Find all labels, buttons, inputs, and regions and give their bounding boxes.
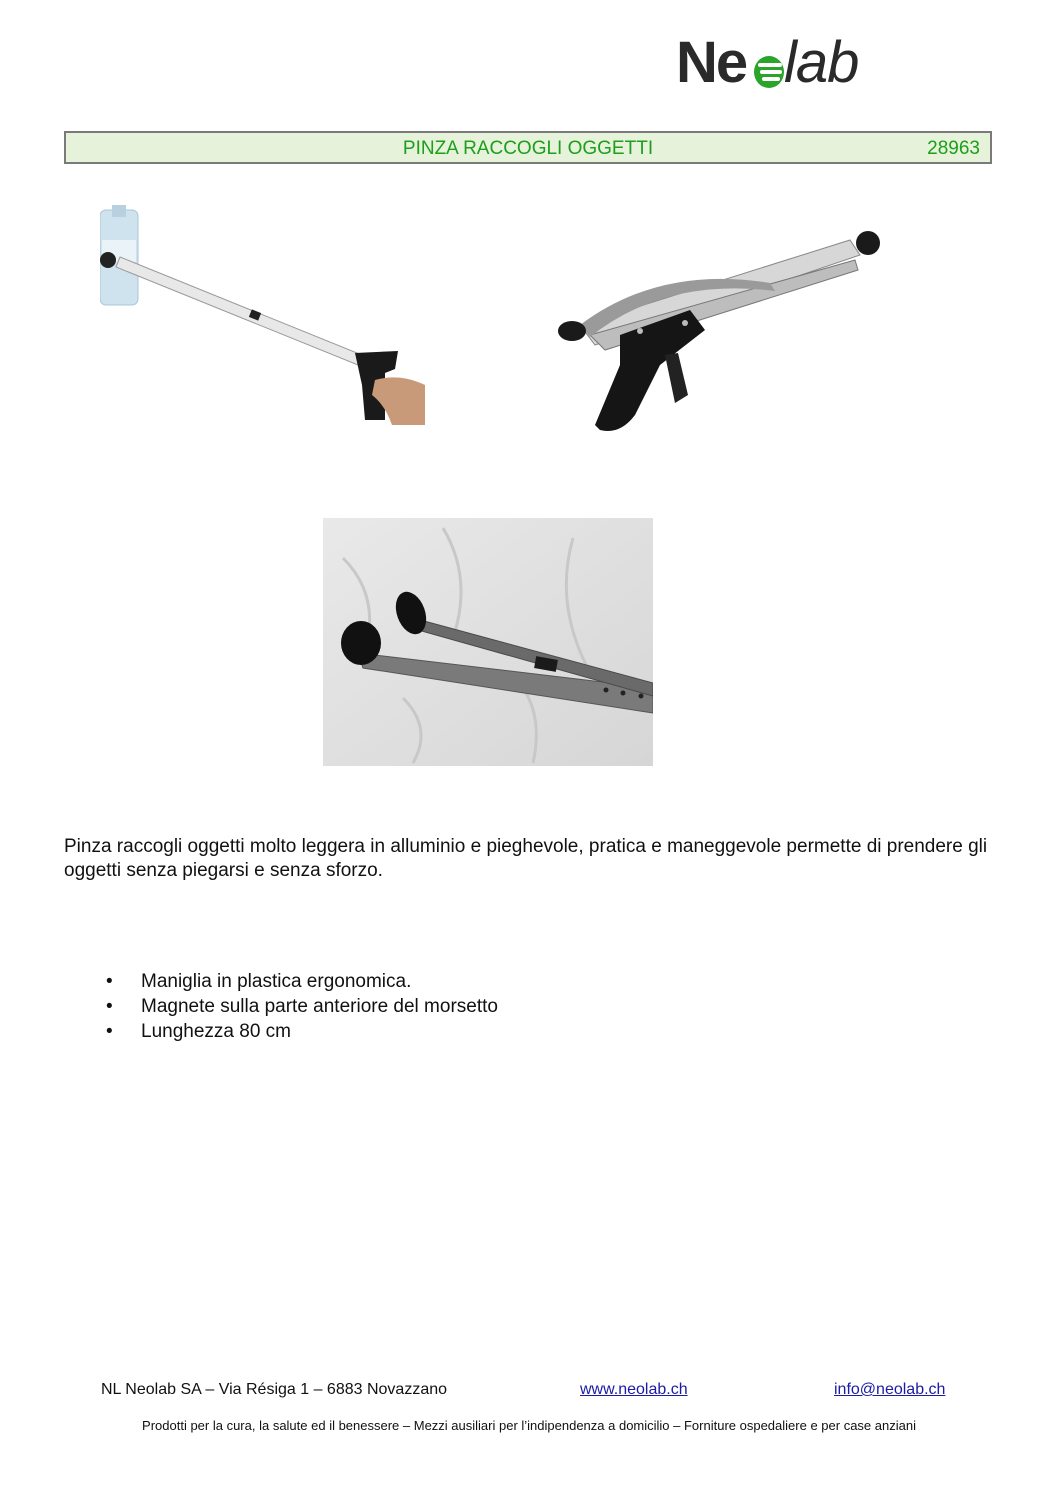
feature-list — [106, 969, 498, 1044]
product-title-bar — [64, 131, 992, 164]
bullet-icon: • — [106, 971, 113, 992]
footer-address: NL Neolab SA – Via Résiga 1 – 6883 Novazzano — [101, 1381, 448, 1398]
product-title: PINZA RACCOGLI OGGETTI — [402, 138, 654, 159]
feature-text: Maniglia in plastica ergonomica. — [141, 971, 412, 992]
list-item — [106, 994, 498, 1019]
reacher-handle-closeup-photo — [550, 225, 900, 440]
website-link[interactable]: www.neolab.ch — [580, 1381, 688, 1398]
feature-text: Lunghezza 80 cm — [141, 1021, 291, 1042]
list-item — [106, 969, 498, 994]
reacher-magnet-tip-photo — [323, 518, 653, 766]
reacher-picking-bottle-photo — [100, 205, 425, 425]
bullet-icon: • — [106, 1021, 113, 1042]
email-link[interactable]: info@neolab.ch — [834, 1381, 946, 1398]
list-item — [106, 1019, 498, 1044]
feature-text: Magnete sulla parte anteriore del morsetto — [141, 996, 498, 1017]
neolab-logo — [676, 30, 896, 96]
product-description: Pinza raccogli oggetti molto leggera in alluminio e pieghevole, pratica e maneggevole permette di prendere gli oggetti senza piegarsi e senza sforzo. — [64, 836, 988, 881]
product-code: 28963 — [927, 138, 980, 159]
logo-text-ne: Ne — [676, 30, 747, 95]
neolab-hand-logo-icon — [752, 48, 786, 90]
bullet-icon: • — [106, 996, 113, 1017]
logo-text-lab: lab — [784, 30, 859, 95]
footer-tagline: Prodotti per la cura, la salute ed il benessere – Mezzi ausiliari per l’indipendenza a domicilio – Forniture ospedaliere e per case anziani — [142, 1418, 916, 1433]
